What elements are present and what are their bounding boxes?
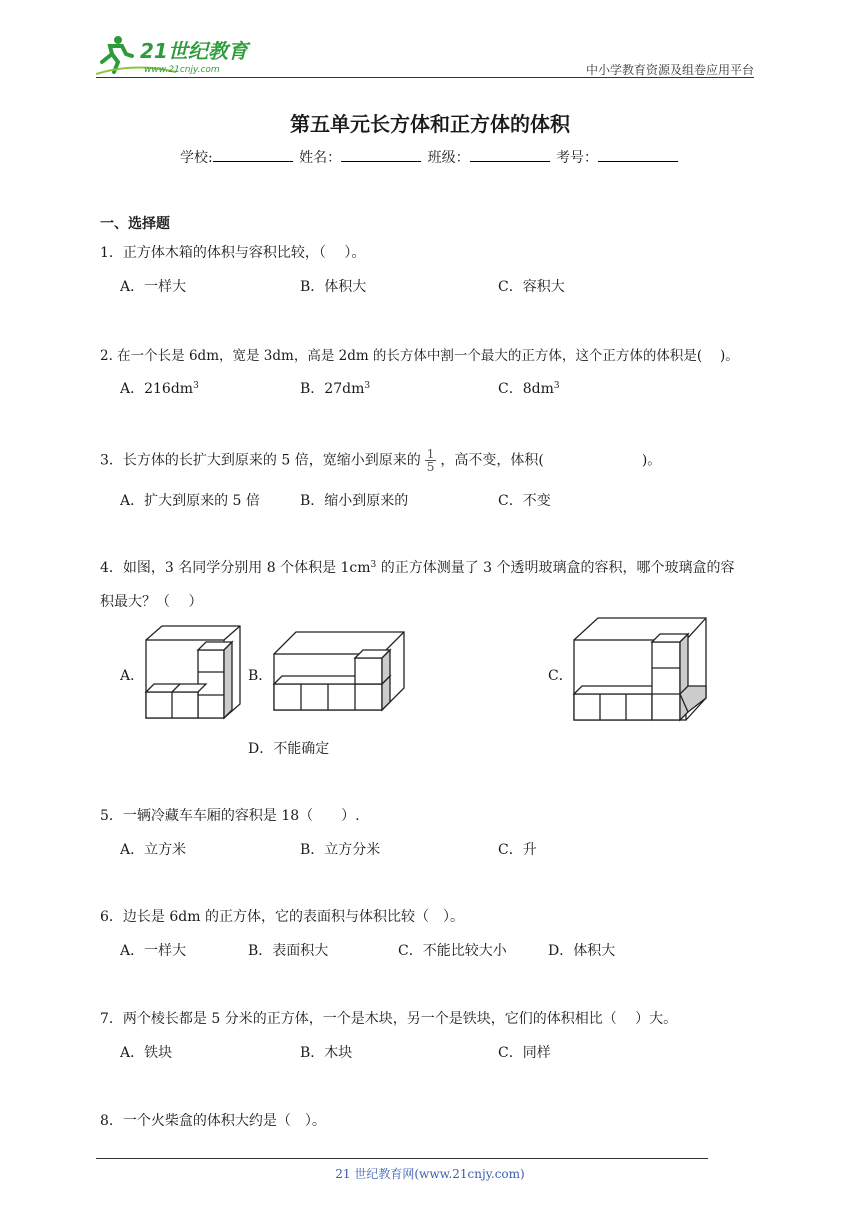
class-blank	[470, 147, 550, 162]
logo-text: 21世纪教育	[140, 39, 248, 63]
q4-option-c-label: C．	[548, 668, 573, 684]
q7-option-b: B．木块	[300, 1045, 353, 1061]
school-label: 学校:	[179, 150, 213, 166]
q5-option-b: B．立方分米	[300, 842, 381, 858]
q2-option-a: A．$216dm^3$	[120, 381, 199, 397]
q5-option-c: C．升	[498, 842, 537, 858]
q7-option-c: C．同样	[498, 1045, 551, 1061]
class-label: 班级：	[427, 150, 470, 166]
q4-figure-b	[268, 628, 408, 714]
q4-figure-c	[568, 612, 713, 724]
q1-option-b: B．体积大	[300, 279, 367, 295]
question-1: 1．正方体木箱的体积与容积比较，（ ）。	[100, 245, 366, 261]
name-label: 姓名：	[299, 150, 342, 166]
q6-option-d: D．体积大	[548, 943, 616, 959]
question-6: 6．边长是 6dm 的正方体，它的表面积与体积比较（ ）。	[100, 909, 464, 925]
question-3: 3．长方体的长扩大到原来的 5 倍，宽缩小到原来的 $\frac{1}{5}$ ，高不变，体积( )。	[100, 447, 662, 474]
platform-name: 中小学教育资源及组卷应用平台	[585, 63, 754, 77]
q4-option-a-label: A．	[120, 668, 145, 684]
q6-option-c: C．不能比较大小	[398, 943, 507, 959]
q3-option-a: A．扩大到原来的 5 倍	[120, 493, 260, 509]
q3-option-b: B．缩小到原来的	[300, 493, 409, 509]
q2-option-c: C．$8dm^3$	[498, 381, 560, 397]
section-heading: 一、选择题	[100, 216, 170, 232]
q7-option-a: A．铁块	[120, 1045, 173, 1061]
header-divider	[96, 77, 754, 78]
q6-option-a: A．一样大	[120, 943, 187, 959]
question-4-line-2: 积最大？（ ）	[100, 594, 203, 610]
name-blank	[341, 147, 421, 162]
q3-option-c: C．不变	[498, 493, 551, 509]
question-5: 5．一辆冷藏车车厢的容积是 18（ ）.	[100, 808, 360, 824]
footer-text[interactable]: 21 世纪教育网(www.21cnjy.com)	[335, 1167, 525, 1181]
question-4-line-1: 4．如图，3 名同学分别用 8 个体积是 $1cm^3$ 的正方体测量了 3 个透明玻璃盒的容积，哪个玻璃盒的容	[100, 560, 735, 576]
q1-option-c: C．容积大	[498, 279, 565, 295]
student-info	[0, 147, 860, 167]
q1-option-a: A．一样大	[120, 279, 187, 295]
q2-option-b: B．$27dm^3$	[300, 381, 371, 397]
q5-option-a: A．立方米	[120, 842, 187, 858]
question-2: 2. 在一个长是 6dm，宽是 3dm，高是 2dm 的长方体中割一个最大的正方体，这个正方体的体积是( )。	[100, 348, 739, 364]
site-logo	[96, 32, 266, 76]
q4-figure-a	[140, 620, 250, 724]
exam-no-label: 考号：	[556, 150, 599, 166]
q4-option-b-label: B．	[248, 668, 273, 684]
q6-option-b: B．表面积大	[248, 943, 329, 959]
footer-divider	[96, 1158, 708, 1159]
question-8: 8．一个火柴盒的体积大约是（ ）。	[100, 1113, 326, 1129]
logo-url: www.21cnjy.com	[144, 65, 220, 75]
question-7: 7．两个棱长都是 5 分米的正方体，一个是木块，另一个是铁块，它们的体积相比（ ）大。	[100, 1011, 678, 1027]
exam-no-blank	[598, 147, 678, 162]
fraction-one-fifth: $\frac{1}{5}$	[426, 447, 435, 474]
school-blank	[213, 147, 293, 162]
page-title: 第五单元长方体和正方体的体积	[290, 112, 570, 136]
q4-option-d: D．不能确定	[248, 741, 330, 757]
